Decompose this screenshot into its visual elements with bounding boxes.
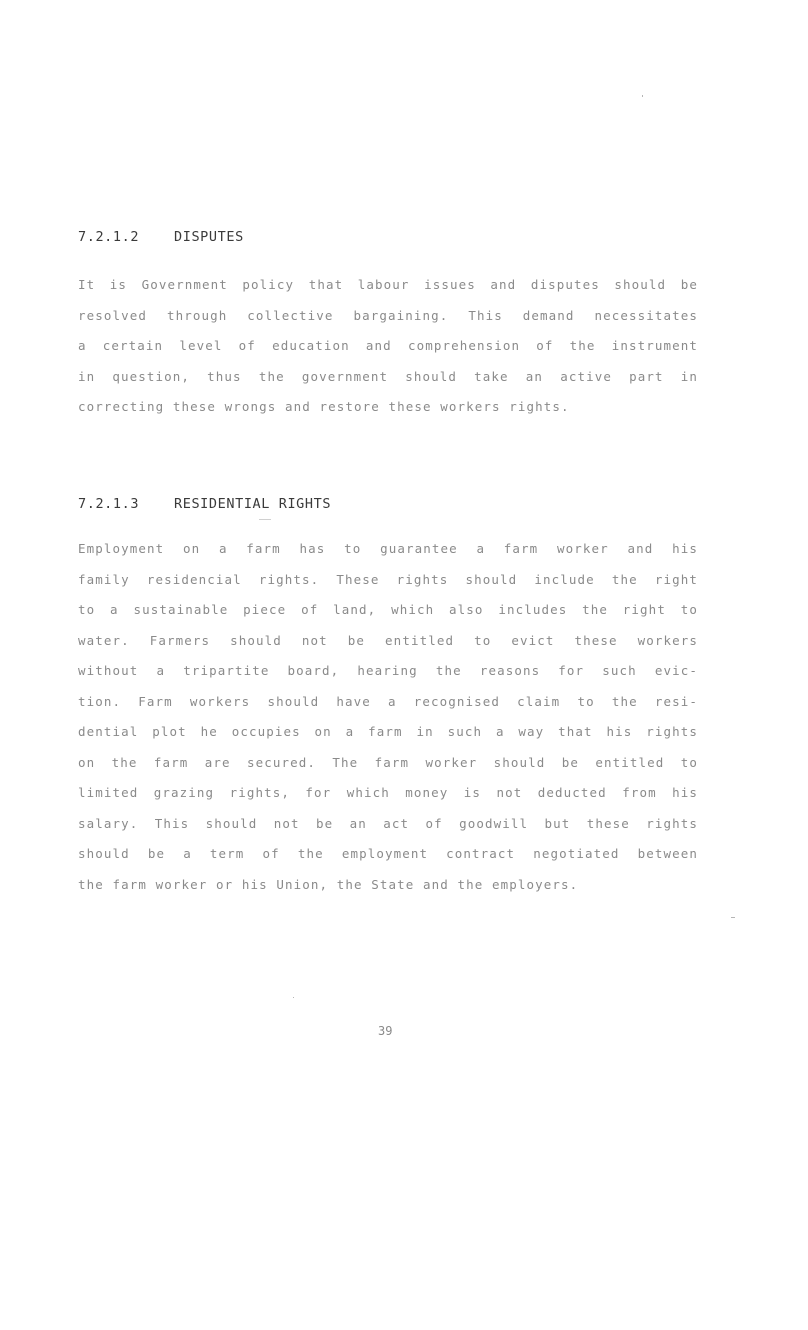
- scan-speck: [731, 917, 735, 918]
- text-line: the farm worker or his Union, the State and the employers.: [78, 876, 579, 892]
- page-number: 39: [378, 1024, 393, 1038]
- text-line: to a sustainable piece of land, which also includes the right to: [78, 602, 698, 617]
- text-line: should be a term of the employment contract negotiated between: [78, 846, 698, 861]
- text-line: a certain level of education and comprehension of the instrument: [78, 338, 698, 353]
- text-line: tion. Farm workers should have a recognised claim to the resi-: [78, 693, 698, 709]
- text-line: salary. This should not be an act of goodwill but these rights: [78, 815, 698, 831]
- text-line: without a tripartite board, hearing the reasons for such evic-: [78, 663, 698, 678]
- paragraph-disputes: [78, 270, 698, 423]
- text-line: It is Government policy that labour issues and disputes should be: [78, 277, 698, 292]
- paragraph-residential-rights: [78, 534, 698, 900]
- section-number: 7.2.1.2: [78, 229, 140, 245]
- text-line: correcting these wrongs and restore these workers rights.: [78, 399, 570, 414]
- scan-speck: [259, 519, 271, 520]
- text-line: on the farm are secured. The farm worker should be entitled to: [78, 754, 698, 770]
- text-line: Employment on a farm has to guarantee a farm worker and his: [78, 541, 698, 556]
- text-line: family residencial rights. These rights should include the right: [78, 571, 698, 587]
- text-line: limited grazing rights, for which money is not deducted from his: [78, 785, 698, 800]
- scan-speck: [293, 997, 294, 998]
- text-line: in question, thus the government should take an active part in: [78, 368, 698, 384]
- text-line: dential plot he occupies on a farm in such a way that his rights: [78, 724, 698, 739]
- text-line: resolved through collective bargaining. This demand necessitates: [78, 307, 698, 323]
- section-heading-disputes: [78, 229, 244, 245]
- section-title: DISPUTES: [174, 229, 244, 245]
- section-number: 7.2.1.3: [78, 496, 140, 512]
- section-heading-residential-rights: [78, 496, 331, 512]
- section-title: RESIDENTIAL RIGHTS: [174, 496, 332, 512]
- scan-speck: [642, 95, 643, 97]
- text-line: water. Farmers should not be entitled to evict these workers: [78, 632, 698, 648]
